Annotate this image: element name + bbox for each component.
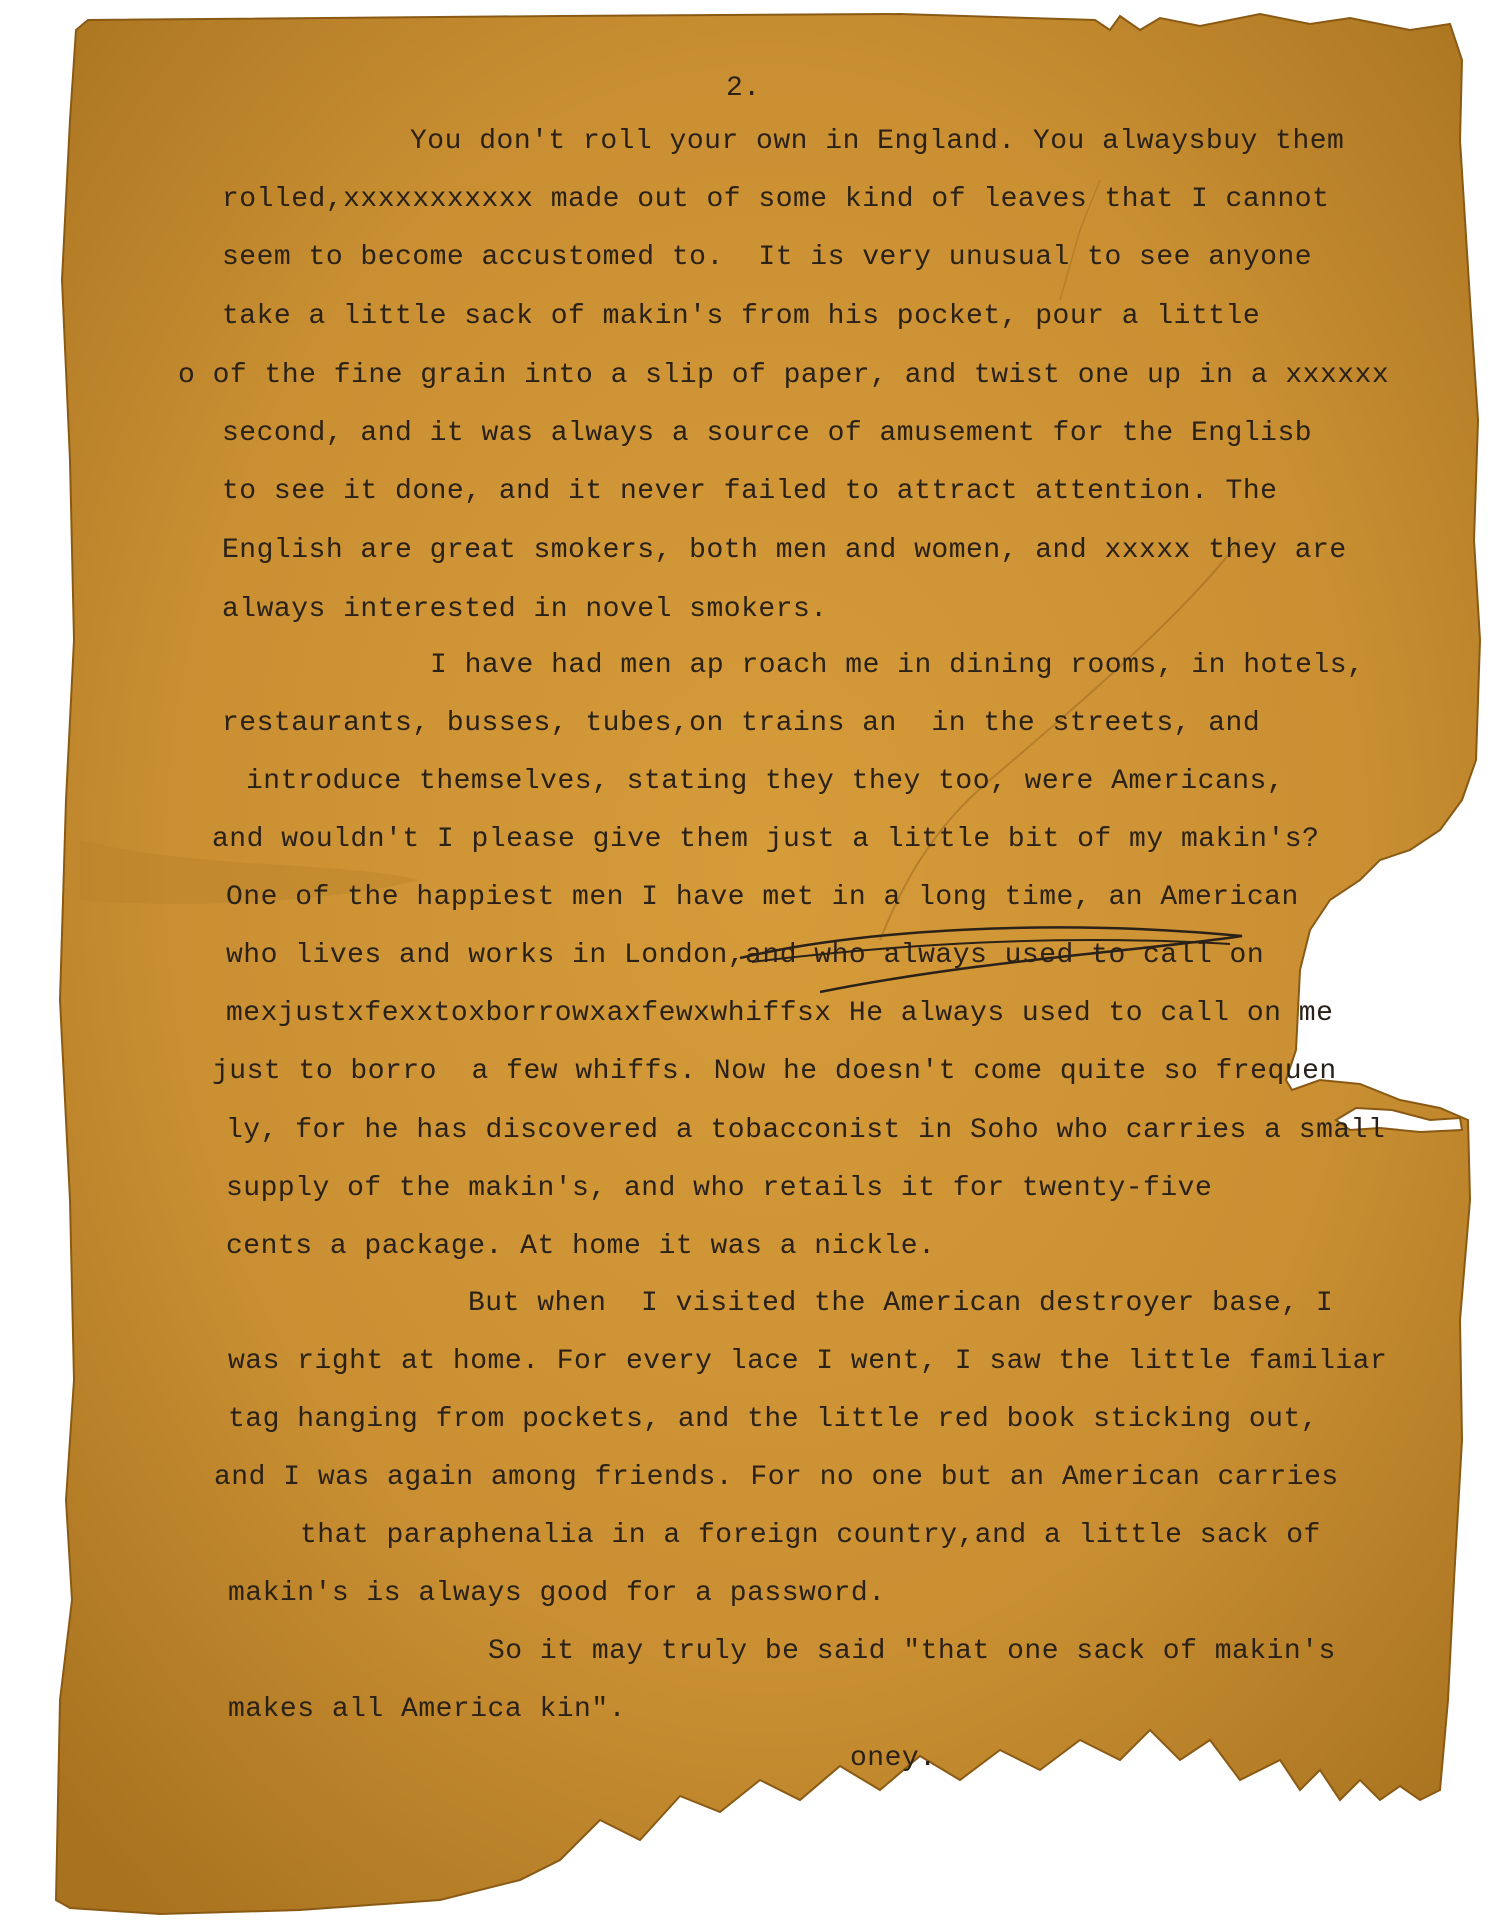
text-line: So it may truly be said "that one sack of makin's — [488, 1636, 1336, 1667]
text-line: just to borro a few whiffs. Now he doesn't come quite so frequen — [212, 1056, 1337, 1087]
text-line: was right at home. For every lace I went, I saw the little familiar — [228, 1346, 1388, 1377]
text-line: and I was again among friends. For no one but an American carries — [214, 1462, 1339, 1493]
text-line: always interested in novel smokers. — [222, 594, 828, 625]
text-line: makin's is always good for a password. — [228, 1578, 886, 1609]
text-line: introduce themselves, stating they they too, were Americans, — [246, 766, 1285, 797]
text-line: But when I visited the American destroyer base, I — [468, 1288, 1334, 1319]
text-line: to see it done, and it never failed to attract attention. The — [222, 476, 1278, 507]
text-line: tag hanging from pockets, and the little red book sticking out, — [228, 1404, 1319, 1435]
text-line: cents a package. At home it was a nickle. — [226, 1231, 936, 1262]
text-line: mexjustxfexxtoxborrowxaxfewxwhiffsx He always used to call on me — [226, 998, 1334, 1029]
text-line: supply of the makin's, and who retails it for twenty-five — [226, 1173, 1213, 1204]
text-line: that paraphenalia in a foreign country,and a little sack of — [300, 1520, 1321, 1551]
text-line: seem to become accustomed to. It is very unusual to see anyone — [222, 242, 1313, 273]
text-line: rolled,xxxxxxxxxxx made out of some kind of leaves that I cannot — [222, 184, 1330, 215]
text-line: ly, for he has discovered a tobacconist in Soho who carries a small — [226, 1115, 1386, 1146]
text-line: take a little sack of makin's from his pocket, pour a little — [222, 301, 1261, 332]
text-line: One of the happiest men I have met in a long time, an American — [226, 882, 1299, 913]
text-line: o of the fine grain into a slip of paper, and twist one up in a xxxxxx — [178, 360, 1390, 391]
text-line: I have had men ap roach me in dining rooms, in hotels, — [430, 650, 1365, 681]
text-line: makes all America kin". — [228, 1694, 626, 1725]
text-line: You don't roll your own in England. You alwaysbuy them — [410, 126, 1345, 157]
text-line: second, and it was always a source of amusement for the Englisb — [222, 418, 1313, 449]
text-line: English are great smokers, both men and women, and xxxxx they are — [222, 535, 1347, 566]
page-number: 2. — [726, 73, 761, 104]
text-line: restaurants, busses, tubes,on trains an in the streets, and — [222, 708, 1261, 739]
text-line: and wouldn't I please give them just a little bit of my makin's? — [212, 824, 1320, 855]
text-line: oney. — [850, 1743, 937, 1774]
text-line: who lives and works in London,and who always used to call on — [226, 940, 1265, 971]
